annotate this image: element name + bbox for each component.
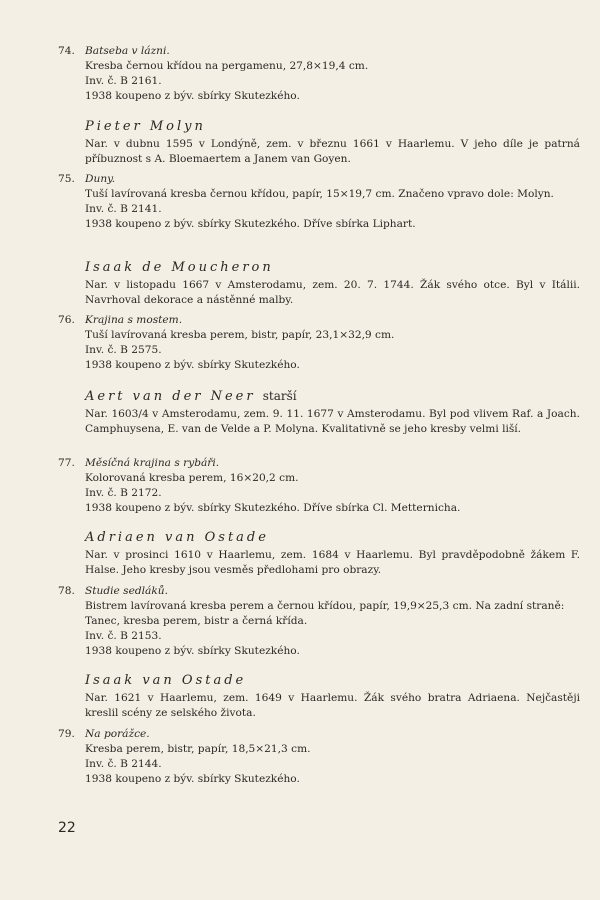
catalog-entry-79 [58,727,578,787]
artist-name [85,386,580,407]
page-number: 22 [58,820,76,836]
entry-title: Měsíčná krajina s rybáři. [85,457,220,469]
artist-bio: Nar. 1603/4 v Amsterodamu, zem. 9. 11. 1677 v Amsterodamu. Byl pod vlivem Raf. a Joach. Camphuysena, E. van de Velde a P. Molyna. Kvalitativně se jeho kresby velmi liší. [85,408,580,435]
entry-number: 77. [58,457,75,469]
entry-title: Na porážce. [85,728,150,740]
entry-inventory: Inv. č. B 2153. [85,630,162,642]
artist-name: Pieter Molyn [85,119,206,134]
entry-inventory: Inv. č. B 2141. [85,203,162,215]
entry-number: 75. [58,173,75,185]
artist-bio: Nar. v listopadu 1667 v Amsterodamu, zem. 20. 7. 1744. Žák svého otce. Byl v Itálii. Navrhoval dekorace a nástěnné malby. [85,279,580,306]
catalog-entry-75 [58,172,578,232]
entry-provenance: 1938 koupeno z býv. sbírky Skutezkého. Dříve sbírka Cl. Metternicha. [85,502,461,514]
entry-number: 79. [58,728,75,740]
entry-inventory: Inv. č. B 2575. [85,344,162,356]
entry-title: Batseba v lázni. [85,45,170,57]
entry-title: Krajina s mostem. [85,314,183,326]
catalog-entry-76 [58,313,578,373]
entry-medium: Kolorovaná kresba perem, 16×20,2 cm. [85,472,299,484]
catalog-entry-78 [58,584,578,659]
catalog-entry-77 [58,456,578,516]
entry-medium: Kresba perem, bistr, papír, 18,5×21,3 cm. [85,743,311,755]
artist-section-isaak [85,671,580,721]
artist-name-suffix: starší [262,389,297,403]
entry-medium: Tuší lavírovaná kresba perem, bistr, papír, 23,1×32,9 cm. [85,329,395,341]
artist-bio: Nar. 1621 v Haarlemu, zem. 1649 v Haarlemu. Žák svého bratra Adriaena. Nejčastěji kreslil scény ze selského života. [85,692,580,719]
artist-name: Isaak van Ostade [85,673,247,688]
artist-name: Isaak de Moucheron [85,260,274,275]
entry-provenance: 1938 koupeno z býv. sbírky Skutezkého. [85,645,300,657]
entry-inventory: Inv. č. B 2172. [85,487,162,499]
artist-name-text: Aert van der Neer [85,389,256,404]
entry-inventory: Inv. č. B 2144. [85,758,162,770]
artist-bio: Nar. v prosinci 1610 v Haarlemu, zem. 1684 v Haarlemu. Byl pravděpodobně žákem F. Halse. Jeho kresby jsou vesměs předlohami pro obrazy. [85,549,580,576]
entry-number: 78. [58,585,75,597]
artist-section-molyn [85,117,580,167]
entry-provenance: 1938 koupeno z býv. sbírky Skutezkého. [85,90,300,102]
artist-section-neer [85,386,580,437]
entry-provenance: 1938 koupeno z býv. sbírky Skutezkého. [85,359,300,371]
entry-medium: Bistrem lavírovaná kresba perem a černou křídou, papír, 19,9×25,3 cm. Na zadní straně: Tanec, kresba perem, bistr a černá křída. [85,600,565,627]
entry-title: Duny. [85,173,116,185]
entry-title: Studie sedláků. [85,585,168,597]
entry-number: 74. [58,45,75,57]
entry-medium: Kresba černou křídou na pergamenu, 27,8×19,4 cm. [85,60,369,72]
artist-section-adriaen [85,528,580,578]
artist-name: Adriaen van Ostade [85,530,269,545]
catalog-entry-74 [58,44,578,104]
artist-bio: Nar. v dubnu 1595 v Londýně, zem. v březnu 1661 v Haarlemu. V jeho díle je patrná příbuznost s A. Bloemaertem a Janem van Goyen. [85,138,580,165]
entry-medium: Tuší lavírovaná kresba černou křídou, papír, 15×19,7 cm. Značeno vpravo dole: Molyn. [85,188,554,200]
entry-number: 76. [58,314,75,326]
entry-provenance: 1938 koupeno z býv. sbírky Skutezkého. [85,773,300,785]
entry-inventory: Inv. č. B 2161. [85,75,162,87]
entry-provenance: 1938 koupeno z býv. sbírky Skutezkého. Dříve sbírka Liphart. [85,218,416,230]
artist-section-moucheron [85,258,580,308]
